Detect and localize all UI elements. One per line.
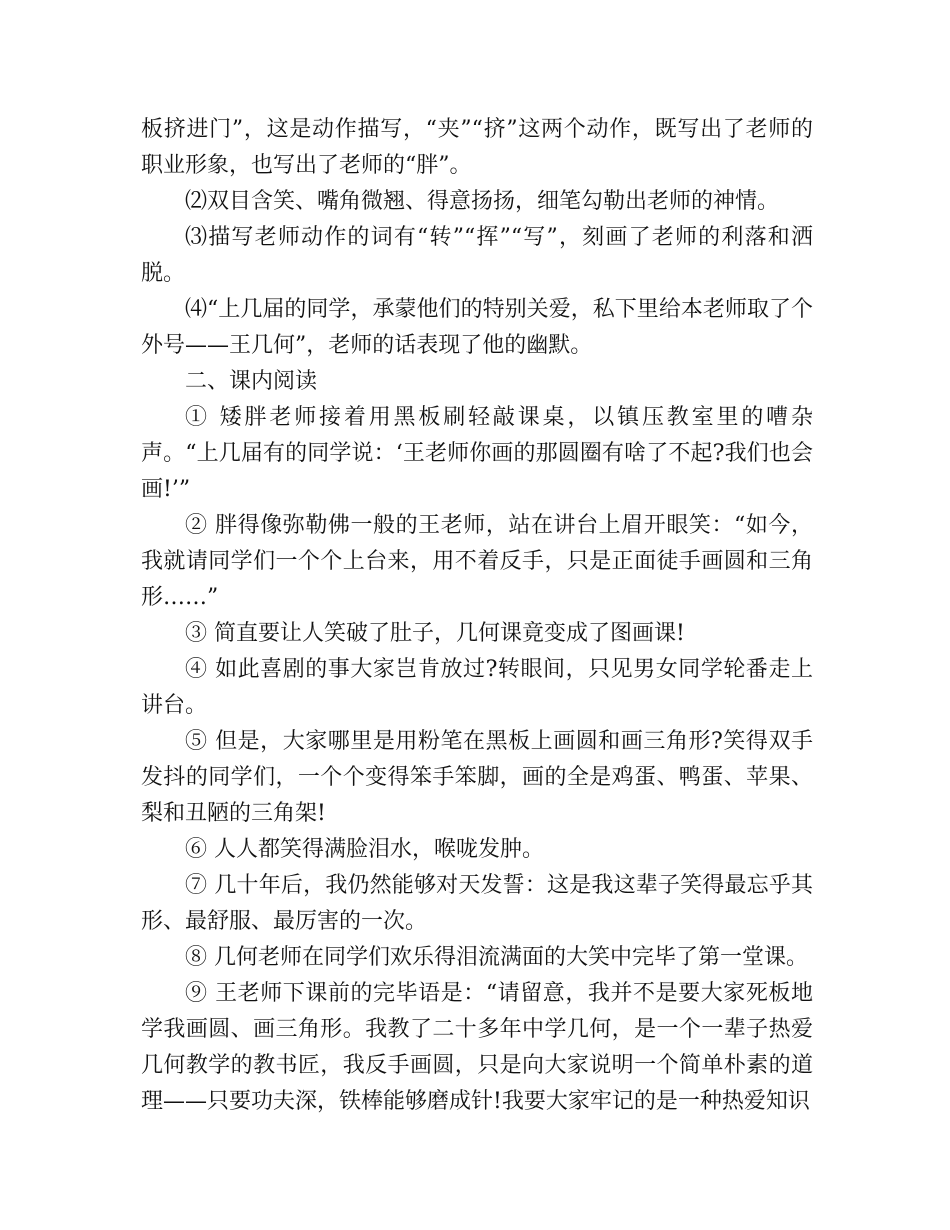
- paragraph-1: 板挤进门”，这是动作描写，“夹”“挤”这两个动作，既写出了老师的职业形象，也写出了老师的“胖”。: [141, 117, 813, 178]
- document-body: [141, 112, 813, 1120]
- paragraph-14: ⑨ 王老师下课前的完毕语是：“请留意，我并不是要大家死板地学我画圆、画三角形。我教了二十多年中学几何，是一个一辈子热爱几何教学的教书匠，我反手画圆，只是向大家说明一个简单朴素的道理——只要功夫深，铁棒能够磨成针!我要大家牢记的是一种热爱知识: [141, 981, 813, 1114]
- paragraph-4: ⑷“上几届的同学，承蒙他们的特别关爱，私下里给本老师取了个外号——王几何”，老师的话表现了他的幽默。: [141, 297, 813, 358]
- paragraph-9: ④ 如此喜剧的事大家岂肯放过?转眼间，只见男女同学轮番走上讲台。: [141, 657, 813, 718]
- paragraph-12: ⑦ 几十年后，我仍然能够对天发誓：这是我这辈子笑得最忘乎其形、最舒服、最厉害的一次。: [141, 873, 813, 934]
- paragraph-7: ② 胖得像弥勒佛一般的王老师，站在讲台上眉开眼笑：“如今，我就请同学们一个个上台来，用不着反手，只是正面徒手画圆和三角形……”: [141, 513, 813, 610]
- paragraph-3: ⑶描写老师动作的词有“转”“挥”“写”，刻画了老师的利落和洒脱。: [141, 225, 813, 286]
- paragraph-13: ⑧ 几何老师在同学们欢乐得泪流满面的大笑中完毕了第一堂课。: [185, 945, 808, 970]
- paragraph-2: ⑵双目含笑、嘴角微翘、得意扬扬，细笔勾勒出老师的神情。: [185, 189, 780, 214]
- section-heading: 二、课内阅读: [185, 369, 318, 394]
- paragraph-10: ⑤ 但是，大家哪里是用粉笔在黑板上画圆和画三角形?笑得双手发抖的同学们，一个个变得笨手笨脚，画的全是鸡蛋、鸭蛋、苹果、梨和丑陋的三角架!: [141, 729, 813, 826]
- paragraph-6: ① 矮胖老师接着用黑板刷轻敲课桌，以镇压教室里的嘈杂声。“上几届有的同学说：‘王老师你画的那圆圈有啥了不起?我们也会画!’”: [141, 405, 813, 502]
- paragraph-8: ③ 简直要让人笑破了肚子，几何课竟变成了图画课!: [185, 621, 685, 646]
- paragraph-11: ⑥ 人人都笑得满脸泪水，喉咙发肿。: [185, 837, 544, 862]
